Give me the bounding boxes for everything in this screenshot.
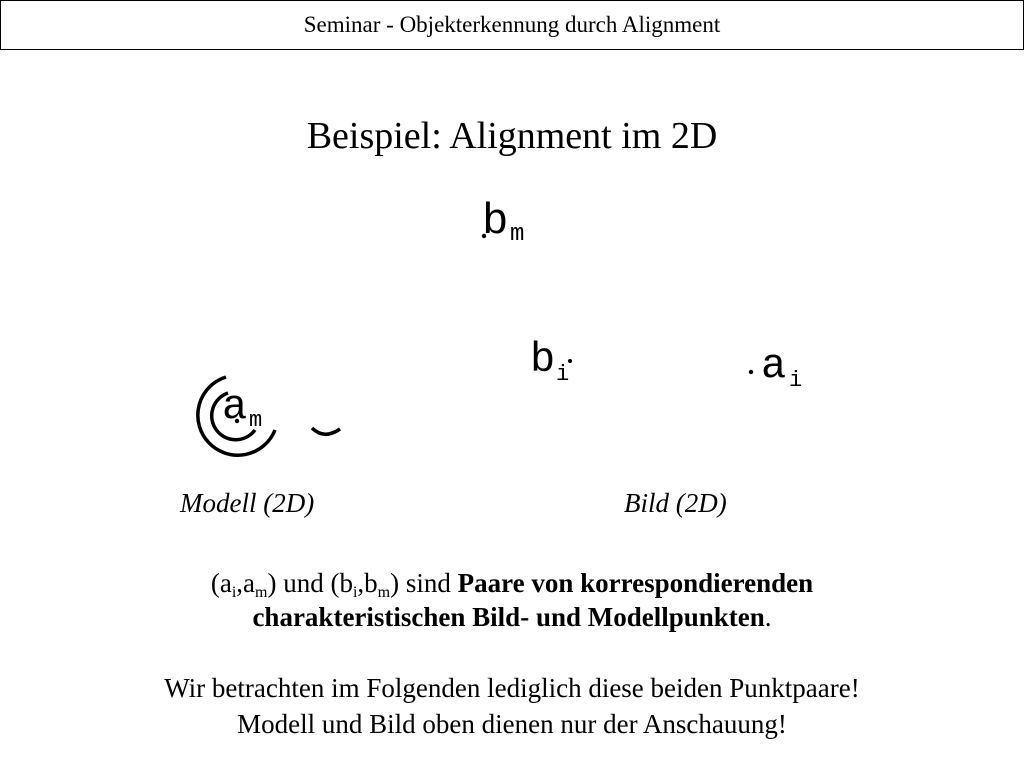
p1-sub-i: i [231, 584, 237, 601]
point-bm-sub: m [510, 221, 525, 248]
p1-period: . [764, 602, 772, 632]
p1-sub-m: m [255, 584, 268, 601]
point-bi-sub: i [556, 362, 570, 387]
caption-modell: Modell (2D) [180, 488, 315, 518]
slide-title: Beispiel: Alignment im 2D [306, 115, 718, 157]
point-ai-dot [749, 370, 753, 374]
point-ai-label: a [761, 342, 787, 390]
paragraph-note [0, 670, 1024, 742]
model-small-arc [312, 428, 340, 434]
point-bi-label: b [530, 336, 556, 384]
p1-sub-m2: m [377, 584, 391, 601]
p1-bold-line1: Paare von korrespondierenden [457, 568, 814, 598]
p2-line1: Wir betrachten im Folgenden lediglich diese beiden Punktpaare! [164, 673, 860, 703]
point-am-sub: m [249, 408, 263, 433]
point-ai-sub: i [789, 368, 803, 393]
p1-und: ) und (b [267, 568, 353, 598]
p2-line2: Modell und Bild oben dienen nur der Anschauung! [237, 709, 787, 739]
header-text: Seminar - Objekterkennung durch Alignment [303, 12, 721, 37]
p1-comma: ,a [236, 568, 256, 598]
p1-bold-line2: charakteristischen Bild- und Modellpunkten [252, 602, 765, 632]
point-am-label: a [222, 383, 248, 431]
p1-sind: ) sind [390, 568, 458, 598]
p1-sub-i2: i [352, 584, 358, 601]
point-bm-label: b [482, 197, 509, 247]
point-bi-dot [568, 359, 572, 363]
paragraph-point-pairs [0, 566, 1024, 634]
p1-comma2: ,b [357, 568, 378, 598]
p1-open: (a [210, 568, 232, 598]
caption-bild: Bild (2D) [624, 488, 727, 518]
